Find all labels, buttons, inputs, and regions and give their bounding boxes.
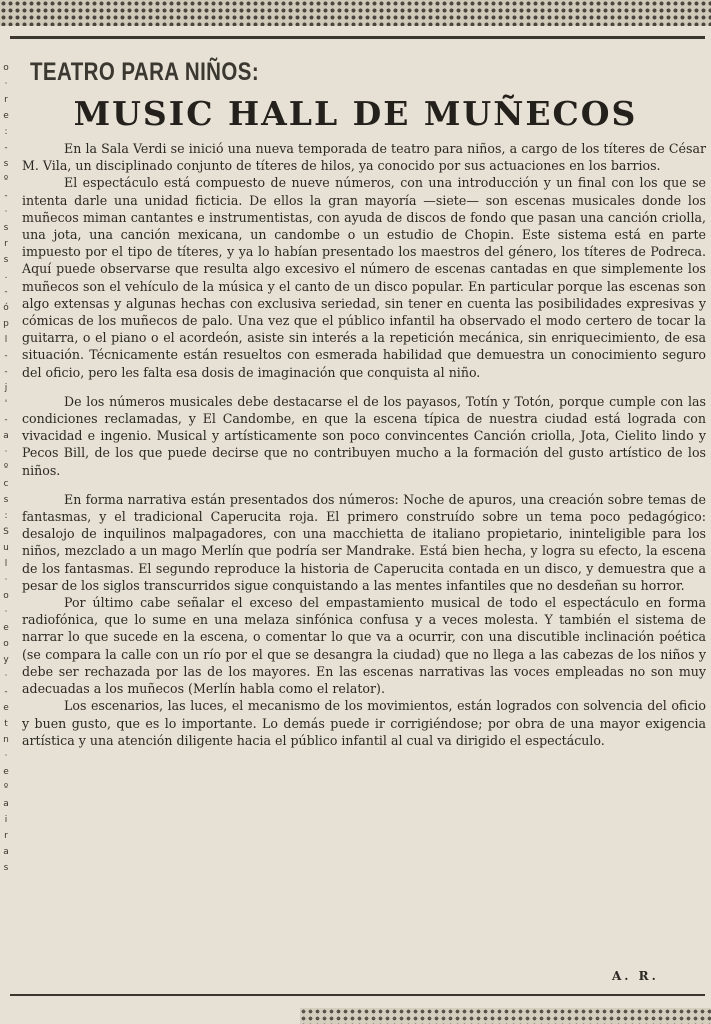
halftone-image-top bbox=[0, 0, 711, 26]
top-rule bbox=[10, 36, 705, 39]
article-kicker: TEATRO PARA NIÑOS: bbox=[30, 58, 260, 86]
article-body bbox=[22, 140, 706, 749]
paragraph-2: El espectáculo está compuesto de nueve números, con una introducción y un final con los que se intenta darle una unidad ficticia. De ellos la gran mayoría —siete— son escenas musicales donde los muñecos miman cantantes e instrumentistas, con ayuda de discos de fondo que pasan una canción criolla, una jota, una canción mexicana, un candombe o un estudio de Chopin. Este sistema está en parte impuesto por el tipo de títeres, y ya lo habían presentado los maestros del género, los títeres de Podreca. Aquí puede observarse que resulta algo excesivo el número de escenas cantadas en que simplemente los muñecos son el vehículo de la música y el canto de un disco popular. En particular porque las escenas son algo extensas y algunas hechas con exclusiva seriedad, sin tener en cuenta las posibilidades expresivas y cómicas de los muñecos de palo. Una vez que el público infantil ha observado el modo certero de tocar la guitarra, o el piano o el acordeón, asiste sin interés a la repetición mecánica, sin enriquecimiento, de esa situación. Técnicamente están resueltos con esmerada habilidad que demuestra un conocimiento seguro del oficio, pero les falta esa dosis de imaginación que conquista al niño. bbox=[22, 175, 706, 380]
paragraph-6: Los escenarios, las luces, el mecanismo de los movimientos, están logrados con solvencia del oficio y buen gusto, que es lo importante. Lo demás puede ir corrigiéndose; por obra de una mayor exigencia artística y una atención diligente hacia el público infantil al cual va dirigido el espectáculo. bbox=[22, 698, 706, 748]
article-headline: MUSIC HALL DE MUÑECOS bbox=[73, 94, 638, 133]
author-initials: A. R. bbox=[612, 969, 659, 983]
paragraph-5: Por último cabe señalar el exceso del empastamiento musical de todo el espectáculo en forma radiofónica, que lo sume en una melaza sinfónica confusa y a veces molesta. Y también el sistema de narrar lo que sucede en la escena, o comentar lo que va a ocurrir, con una discutible inclinación poética (se compara la calle con un río por el que se desangra la ciudad) que no llega a las cabezas de los niños y debe ser rechazada por las de los mayores. En las escenas narrativas las voces empleadas no son muy adecuadas a los muñecos (Merlín habla como el relator). bbox=[22, 595, 706, 697]
halftone-image-bottom bbox=[300, 1008, 711, 1024]
paragraph-3: De los números musicales debe destacarse el de los payasos, Totín y Totón, porque cumple con las condiciones reclamadas, y El Candombe, en que la escena típica de nuestra ciudad está lograda con vivacidad e ingenio. Musical y artísticamente son poco convincentes Canción criolla, Jota, Cielito lindo y Pecos Bill, de los que puede decirse que no contribuyen mucho a la formación del gusto artístico de los niños. bbox=[22, 393, 706, 478]
paragraph-4: En forma narrativa están presentados dos números: Noche de apuros, una creación sobre temas de fantasmas, y el tradicional Caperucita roja. El primero construído sobre un tema poco pedagógico: desalojo de inquilinos malpagadores, con una macchietta de italiano propietario, ininteligible para los niños, mezclado a un mago Merlín que podría ser Mandrake. Está bien hecha, y logra su efecto, la escena de los fantasmas. El segundo reproduce la historia de Caperucita contada en un disco, y demuestra que a pesar de los siglos transcurridos sigue conquistando a las mentes infantiles que no desdeñan su horror. bbox=[22, 491, 706, 593]
adjacent-column-fragments: o · r e : - s º - · s r s . - ó p l - - j ' - a · º c s : S u l · o · e o y · - e t n · e º a i r a s bbox=[3, 63, 9, 873]
bottom-rule bbox=[10, 994, 705, 996]
paragraph-1: En la Sala Verdi se inició una nueva temporada de teatro para niños, a cargo de los títeres de César M. Vila, un disciplinado conjunto de títeres de hilos, ya conocido por sus actuaciones en los barrios. bbox=[22, 141, 706, 174]
